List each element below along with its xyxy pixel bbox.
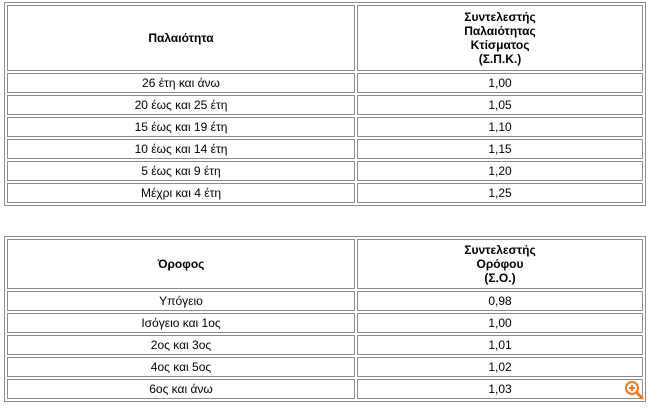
age-label: Μέχρι και 4 έτη [7,183,355,203]
age-label: 20 έως και 25 έτη [7,95,355,115]
floor-coefficient-table [4,236,646,402]
floor-value: 0,98 [357,291,643,311]
age-header-right [357,5,643,71]
age-value: 1,25 [357,183,643,203]
floor-header-line: (Σ.Ο.) [484,271,516,285]
zoom-in-icon[interactable] [624,380,644,400]
age-header-line: Συντελεστής [464,10,536,24]
table-row [7,139,643,159]
floor-header-line: Ορόφου [476,257,524,271]
table-row [7,379,643,399]
age-value: 1,05 [357,95,643,115]
floor-label: Υπόγειο [7,291,355,311]
floor-value: 1,01 [357,335,643,355]
age-value: 1,10 [357,117,643,137]
age-coefficient-table [4,2,646,206]
floor-label: Ισόγειο και 1ος [7,313,355,333]
floor-label: 2ος και 3ος [7,335,355,355]
table-row [7,357,643,377]
floor-label: 6ος και άνω [7,379,355,399]
age-label: 26 έτη και άνω [7,73,355,93]
floor-value: 1,03 [357,379,643,399]
age-label: 10 έως και 14 έτη [7,139,355,159]
age-header-line: (Σ.Π.Κ.) [478,52,522,66]
table-row [7,95,643,115]
table-row [7,313,643,333]
table-row [7,335,643,355]
floor-header-line: Συντελεστής [464,243,536,257]
age-value: 1,15 [357,139,643,159]
table-row [7,73,643,93]
floor-value: 1,00 [357,313,643,333]
table-row [7,291,643,311]
floor-label: 4ος και 5ος [7,357,355,377]
floor-value: 1,02 [357,357,643,377]
table-row [7,117,643,137]
age-value: 1,20 [357,161,643,181]
age-header-left: Παλαιότητα [7,5,355,71]
floor-header-left: Όροφος [7,239,355,289]
age-value: 1,00 [357,73,643,93]
floor-table-header-row [7,239,643,289]
floor-header-right [357,239,643,289]
age-header-line: Παλαιότητας [464,24,536,38]
table-row [7,183,643,203]
age-label: 5 έως και 9 έτη [7,161,355,181]
table-row [7,161,643,181]
age-label: 15 έως και 19 έτη [7,117,355,137]
age-header-line: Κτίσματος [470,38,530,52]
age-table-header-row [7,5,643,71]
